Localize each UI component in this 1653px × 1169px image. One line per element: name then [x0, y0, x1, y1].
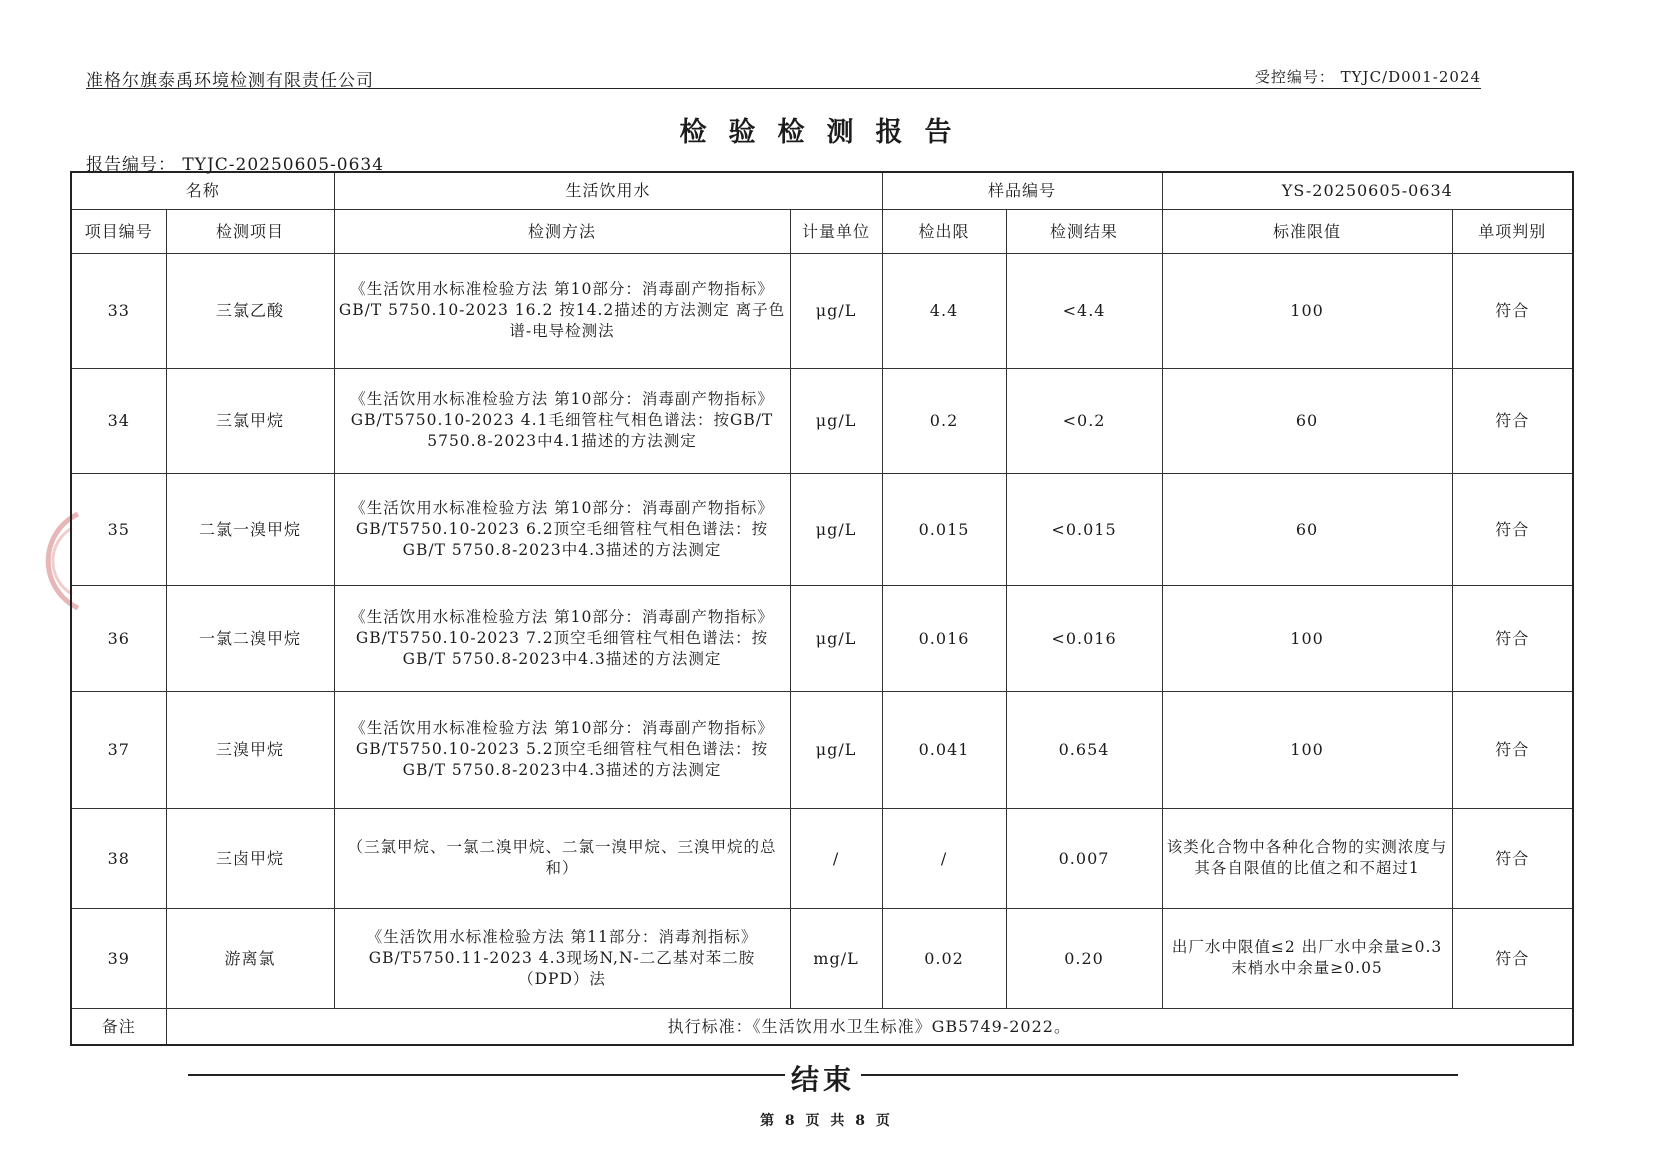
row-result: <0.016	[1006, 585, 1162, 691]
row-method: （三氯甲烷、一氯二溴甲烷、二氯一溴甲烷、三溴甲烷的总和）	[334, 808, 790, 908]
company-name: 准格尔旗泰禹环境检测有限责任公司	[86, 71, 374, 91]
sample-value: YS-20250605-0634	[1162, 172, 1573, 209]
row-unit: μg/L	[790, 691, 882, 808]
name-value: 生活饮用水	[334, 172, 882, 209]
row-standard: 100	[1162, 253, 1452, 368]
row-judge: 符合	[1452, 691, 1573, 808]
row-no: 39	[71, 908, 166, 1008]
sample-label: 样品编号	[882, 172, 1162, 209]
row-standard: 60	[1162, 368, 1452, 473]
end-text: 结束	[785, 1063, 861, 1096]
note-label: 备注	[71, 1008, 166, 1045]
row-limit: 0.02	[882, 908, 1006, 1008]
row-result: 0.20	[1006, 908, 1162, 1008]
column-header-row	[71, 209, 1573, 253]
row-limit: 0.041	[882, 691, 1006, 808]
col-judge: 单项判别	[1452, 209, 1573, 253]
col-item: 检测项目	[166, 209, 334, 253]
end-mark	[188, 1058, 1458, 1096]
row-limit: 4.4	[882, 253, 1006, 368]
row-standard: 出厂水中限值≤2 出厂水中余量≥0.3 末梢水中余量≥0.05	[1162, 908, 1452, 1008]
row-no: 37	[71, 691, 166, 808]
row-result: <0.2	[1006, 368, 1162, 473]
row-method: 《生活饮用水标准检验方法 第10部分：消毒副产物指标》GB/T5750.10-2023 6.2顶空毛细管柱气相色谱法：按GB/T 5750.8-2023中4.3描述的方法测定	[334, 473, 790, 585]
row-judge: 符合	[1452, 253, 1573, 368]
note-row	[71, 1008, 1573, 1045]
row-standard: 该类化合物中各种化合物的实测浓度与其各自限值的比值之和不超过1	[1162, 808, 1452, 908]
row-unit: /	[790, 808, 882, 908]
row-judge: 符合	[1452, 808, 1573, 908]
row-item: 一氯二溴甲烷	[166, 585, 334, 691]
table-row	[71, 368, 1573, 473]
col-unit: 计量单位	[790, 209, 882, 253]
table-row	[71, 908, 1573, 1008]
row-unit: μg/L	[790, 368, 882, 473]
row-no: 35	[71, 473, 166, 585]
control-number: 受控编号： TYJC/D001-2024	[1254, 68, 1481, 86]
report-table	[70, 171, 1574, 1046]
row-judge: 符合	[1452, 585, 1573, 691]
row-standard: 100	[1162, 585, 1452, 691]
row-standard: 100	[1162, 691, 1452, 808]
row-judge: 符合	[1452, 473, 1573, 585]
header-rule	[86, 88, 1481, 89]
row-method: 《生活饮用水标准检验方法 第10部分：消毒副产物指标》GB/T5750.10-2023 5.2顶空毛细管柱气相色谱法：按GB/T 5750.8-2023中4.3描述的方法测定	[334, 691, 790, 808]
table-row	[71, 691, 1573, 808]
row-result: 0.654	[1006, 691, 1162, 808]
col-method: 检测方法	[334, 209, 790, 253]
row-unit: μg/L	[790, 473, 882, 585]
col-standard: 标准限值	[1162, 209, 1452, 253]
row-unit: μg/L	[790, 585, 882, 691]
page-footer: 第 8 页 共 8 页	[760, 1113, 893, 1129]
col-result: 检测结果	[1006, 209, 1162, 253]
row-limit: /	[882, 808, 1006, 908]
row-no: 36	[71, 585, 166, 691]
row-limit: 0.2	[882, 368, 1006, 473]
row-item: 三氯甲烷	[166, 368, 334, 473]
row-no: 34	[71, 368, 166, 473]
row-item: 二氯一溴甲烷	[166, 473, 334, 585]
row-result: 0.007	[1006, 808, 1162, 908]
row-result: <0.015	[1006, 473, 1162, 585]
row-unit: μg/L	[790, 253, 882, 368]
row-unit: mg/L	[790, 908, 882, 1008]
row-method: 《生活饮用水标准检验方法 第10部分：消毒副产物指标》GB/T5750.10-2023 7.2顶空毛细管柱气相色谱法：按GB/T 5750.8-2023中4.3描述的方法测定	[334, 585, 790, 691]
row-method: 《生活饮用水标准检验方法 第10部分：消毒副产物指标》GB/T5750.10-2023 4.1毛细管柱气相色谱法：按GB/T 5750.8-2023中4.1描述的方法测定	[334, 368, 790, 473]
summary-row	[71, 172, 1573, 209]
row-item: 三溴甲烷	[166, 691, 334, 808]
row-judge: 符合	[1452, 368, 1573, 473]
report-number: 报告编号： TYJC-20250605-0634	[86, 155, 385, 175]
table-row	[71, 585, 1573, 691]
row-item: 三氯乙酸	[166, 253, 334, 368]
row-item: 三卤甲烷	[166, 808, 334, 908]
col-item-no: 项目编号	[71, 209, 166, 253]
row-method: 《生活饮用水标准检验方法 第11部分：消毒剂指标》GB/T5750.11-2023 4.3现场N,N-二乙基对苯二胺（DPD）法	[334, 908, 790, 1008]
table-row	[71, 473, 1573, 585]
row-standard: 60	[1162, 473, 1452, 585]
row-result: <4.4	[1006, 253, 1162, 368]
row-judge: 符合	[1452, 908, 1573, 1008]
row-limit: 0.016	[882, 585, 1006, 691]
table-row	[71, 808, 1573, 908]
row-item: 游离氯	[166, 908, 334, 1008]
row-no: 33	[71, 253, 166, 368]
col-limit: 检出限	[882, 209, 1006, 253]
name-label: 名称	[71, 172, 334, 209]
note-text: 执行标准：《生活饮用水卫生标准》GB5749-2022。	[166, 1008, 1573, 1045]
row-method: 《生活饮用水标准检验方法 第10部分：消毒副产物指标》GB/T 5750.10-2023 16.2 按14.2描述的方法测定 离子色谱-电导检测法	[334, 253, 790, 368]
row-limit: 0.015	[882, 473, 1006, 585]
report-title: 检验检测报告	[679, 117, 974, 148]
table-row	[71, 253, 1573, 368]
row-no: 38	[71, 808, 166, 908]
